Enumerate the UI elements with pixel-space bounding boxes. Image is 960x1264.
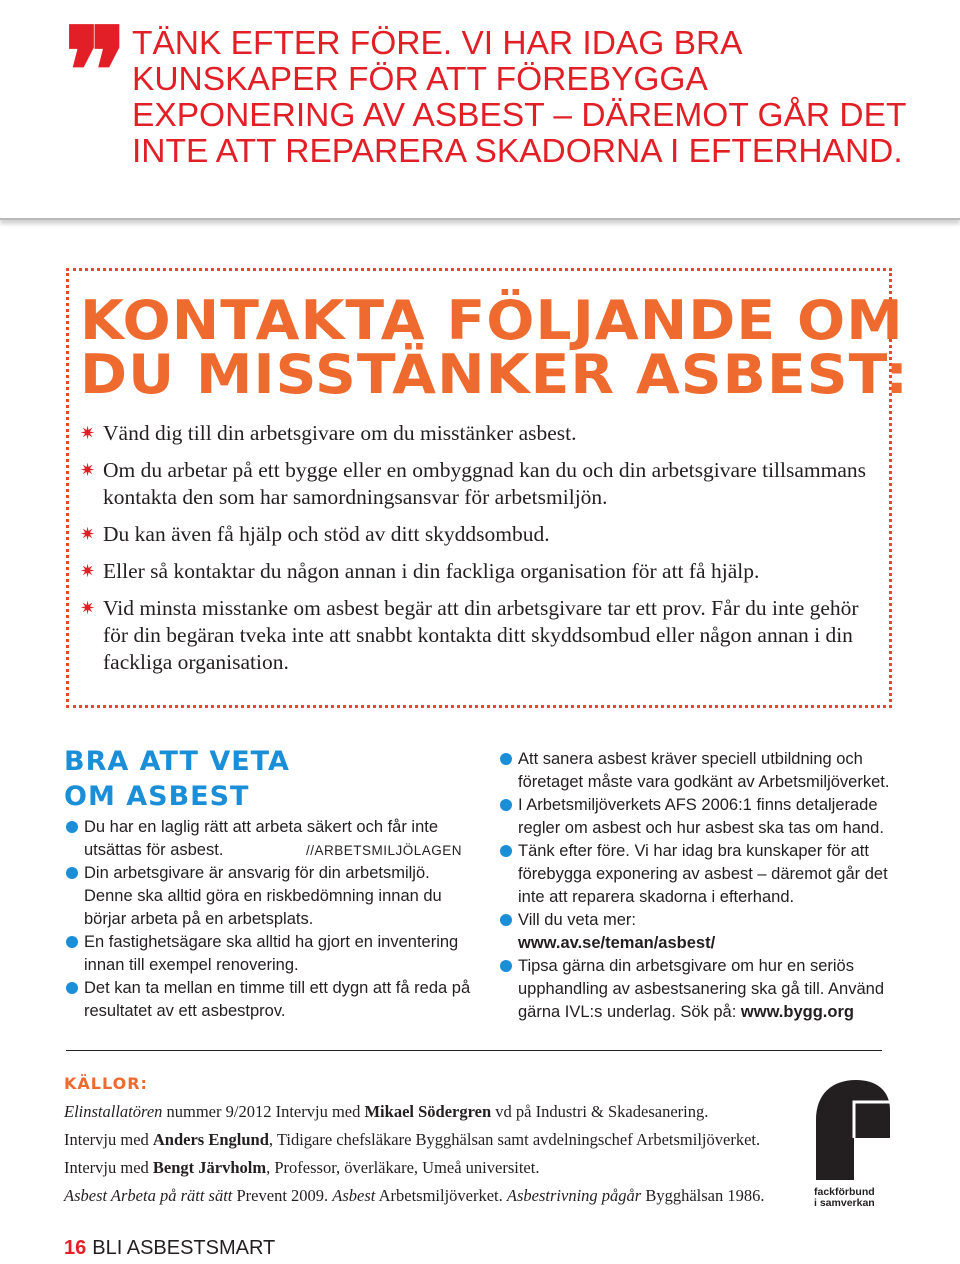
source-publication: Asbestrivning pågår [506, 1186, 642, 1205]
bullet-dot-icon [500, 799, 512, 811]
source-text: , Professor, överläkare, Umeå universitet. [266, 1158, 540, 1177]
list-item [500, 748, 900, 794]
source-publication: Asbest [332, 1186, 376, 1205]
info-list-right [500, 748, 900, 1024]
source-publication: Elinstallatören [64, 1102, 163, 1121]
list-item-text: Din arbetsgivare är ansvarig för din arbetsmiljö. Denne ska alltid göra en riskbedömning innan du börjar arbeta på en arbetsplats. [84, 864, 442, 928]
list-item [66, 862, 476, 931]
divider [66, 1050, 882, 1051]
bullet-dot-icon [66, 867, 78, 879]
star-bullet-icon: ✷ [80, 524, 96, 544]
list-item [80, 457, 880, 511]
source-text: Intervju med [64, 1130, 153, 1149]
bullet-dot-icon [500, 960, 512, 972]
contact-title [80, 289, 909, 406]
info-title [64, 744, 290, 814]
list-item-text: Tipsa gärna din arbetsgivare om hur en seriös upphandling av asbestsanering ska gå till. Använd gärna IVL:s underlag. Sök på: [518, 957, 885, 1021]
page-footer [64, 1236, 275, 1260]
quote-mark-icon: ❞ [64, 1, 110, 140]
list-item [500, 909, 900, 955]
contact-title-line-1: KONTAKTA FÖLJANDE OM [80, 289, 904, 352]
source-publication: Asbest Arbeta på rätt sätt [64, 1186, 233, 1205]
bullet-dot-icon [500, 753, 512, 765]
source-text: , Tidigare chefsläkare Bygghälsan samt avdelningschef Arbetsmiljöverket. [268, 1130, 761, 1149]
source-text: vd på Industri & Skadesanering. [491, 1102, 709, 1121]
logo-text-line-2: i samverkan [814, 1197, 875, 1209]
list-item-text: Eller så kontaktar du någon annan i din fackliga organisation för att få hjälp. [103, 559, 760, 583]
list-item-text: Att sanera asbest kräver speciell utbildning och företaget måste vara godkänt av Arbetsmiljöverket. [518, 750, 890, 791]
list-item [500, 955, 900, 1024]
list-item-text: I Arbetsmiljöverkets AFS 2006:1 finns detaljerade regler om asbest och hur asbest ska tas om hand. [518, 796, 884, 837]
bullet-dot-icon [66, 982, 78, 994]
source-line [64, 1126, 804, 1154]
publication-title: BLI ASBESTSMART [92, 1237, 276, 1259]
quote-banner [0, 0, 960, 220]
list-item-text: Vid minsta misstanke om asbest begär att din arbetsgivare tar ett prov. Får du inte gehör för din begäran tveka inte att snabbt kontakta ditt skyddsombud eller någon annan i din fackliga organisation. [103, 596, 859, 674]
source-line [64, 1098, 804, 1126]
sources-title: KÄLLOR: [64, 1074, 148, 1093]
logo [812, 1080, 898, 1209]
contact-title-line-2: DU MISSTÄNKER ASBEST: [80, 343, 909, 406]
list-item [500, 794, 900, 840]
list-item-text: Det kan ta mellan en timme till ett dygn att få reda på resultatet av ett asbestprov. [84, 979, 471, 1020]
bygg-link[interactable]: www.bygg.org [740, 1003, 854, 1021]
list-item [80, 521, 880, 548]
list-item [66, 816, 476, 862]
source-text: Intervju med [64, 1158, 153, 1177]
list-item-text: Du har en laglig rätt att arbeta säkert och får inte utsättas för asbest. [84, 818, 439, 859]
list-item-text: Vänd dig till din arbetsgivare om du misstänker asbest. [103, 421, 577, 445]
page-number: 16 [64, 1237, 87, 1259]
star-bullet-icon: ✷ [80, 561, 96, 581]
source-person: Bengt Järvholm [152, 1158, 267, 1177]
sources [64, 1098, 804, 1210]
list-item-text: Tänk efter före. Vi har idag bra kunskaper för att förebygga exponering av asbest – däremot går det inte att reparera skadorna i efterhand. [518, 842, 888, 906]
logo-mark-icon [812, 1080, 892, 1180]
list-item [80, 595, 880, 676]
list-item [66, 977, 476, 1023]
info-title-line-1: BRA ATT VETA [64, 746, 290, 777]
source-person: Anders Englund [152, 1130, 269, 1149]
source-text: Bygghälsan 1986. [641, 1186, 765, 1205]
list-item [80, 558, 880, 585]
source-text: Prevent 2009. [232, 1186, 333, 1205]
bullet-dot-icon [66, 821, 78, 833]
av-link[interactable]: www.av.se/teman/asbest/ [518, 934, 716, 952]
contact-list [80, 420, 880, 686]
list-item-text: Du kan även få hjälp och stöd av ditt skyddsombud. [103, 522, 550, 546]
info-list-left [66, 816, 476, 1023]
logo-text-line-1: fackförbund [814, 1186, 875, 1198]
bullet-dot-icon [66, 936, 78, 948]
bullet-dot-icon [500, 845, 512, 857]
list-item-text: En fastighetsägare ska alltid ha gjort en inventering innan till exempel renovering. [84, 933, 459, 974]
quote-text: TÄNK EFTER FÖRE. VI HAR IDAG BRA KUNSKAPER FÖR ATT FÖREBYGGA EXPONERING AV ASBEST – DÄREMOT GÅR DET INTE ATT REPARERA SKADORNA I EFTERHAND. [132, 25, 906, 170]
star-bullet-icon: ✷ [80, 460, 96, 480]
logo-text [812, 1187, 898, 1209]
source-line [64, 1154, 804, 1182]
list-item [500, 840, 900, 909]
bullet-dot-icon [500, 914, 512, 926]
source-person: Mikael Södergren [364, 1102, 492, 1121]
source-line [64, 1182, 804, 1210]
source-text: nummer 9/2012 Intervju med [162, 1102, 365, 1121]
source-text: Arbetsmiljöverket. [375, 1186, 507, 1205]
list-item [80, 420, 880, 447]
star-bullet-icon: ✷ [80, 423, 96, 443]
list-item-text: Om du arbetar på ett bygge eller en ombyggnad kan du och din arbetsgivare tillsammans kontakta den som har samordningsansvar för arbetsmiljön. [103, 458, 867, 509]
law-reference: //ARBETSMILJÖLAGEN [305, 843, 462, 858]
list-item-text: Vill du veta mer: [518, 911, 636, 929]
list-item [66, 931, 476, 977]
star-bullet-icon: ✷ [80, 598, 96, 618]
info-title-line-2: OM ASBEST [64, 781, 250, 812]
